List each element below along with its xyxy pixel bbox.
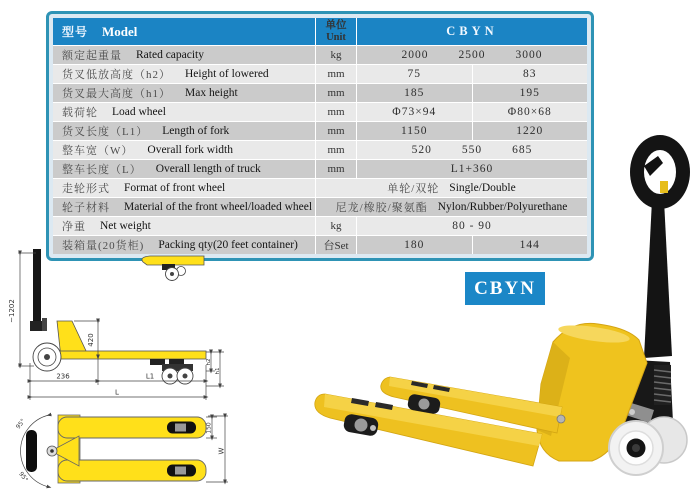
table-row — [53, 64, 587, 83]
load-roller-near-core — [355, 419, 368, 432]
steer-wheel-hub — [44, 354, 50, 360]
row-value: 144 — [519, 239, 540, 251]
row-label-en: Overall length of truck — [155, 163, 261, 175]
row-value: 3000 — [515, 49, 543, 61]
row-unit: mm — [315, 84, 356, 102]
row-unit: kg — [315, 217, 356, 235]
nylon-wheel-front — [609, 421, 663, 475]
dim-angle-bottom: 95° — [17, 470, 30, 484]
row-value: 685 — [512, 144, 533, 156]
table-row — [53, 45, 587, 64]
row-merged-en: Single/Double — [449, 182, 516, 194]
row-label-cn: 轮子材料 — [62, 202, 110, 214]
row-label-en: Net weight — [100, 220, 151, 232]
load-roller-pin — [370, 425, 376, 431]
row-value: 75 — [407, 68, 421, 80]
chassis-bolt — [557, 415, 565, 423]
dim-front: 236 — [56, 372, 70, 381]
load-wheel-hub — [183, 374, 188, 379]
header-unit-en: Unit — [326, 31, 346, 43]
product-photo — [240, 130, 700, 492]
row-merged-en: Nylon/Rubber/Polyurethane — [437, 201, 568, 213]
row-value: 520 — [411, 144, 432, 156]
linkage-pin — [629, 409, 635, 415]
row-label-en: Load wheel — [112, 106, 166, 118]
table-header-row — [53, 18, 587, 45]
tip-roller-hub — [170, 272, 174, 276]
wheel-slot-core — [175, 467, 186, 475]
load-roller-far-core — [419, 399, 430, 410]
pump-link — [42, 318, 47, 331]
header-model-en: Model — [102, 23, 138, 39]
dim-h2: h2 — [206, 358, 212, 366]
row-value: 80 - 90 — [452, 220, 492, 232]
row-label-cn: 走轮形式 — [62, 183, 110, 195]
dim-overall-length: L — [115, 388, 119, 397]
top-view — [21, 415, 206, 487]
row-value: Φ73×94 — [392, 106, 437, 118]
steer-wheel-top — [26, 430, 37, 472]
model-badge: CBYN — [465, 272, 545, 305]
row-label-en: Max height — [185, 87, 238, 99]
side-view — [30, 249, 206, 384]
row-label-cn: 额定起重量 — [62, 50, 122, 62]
row-value: L1+360 — [450, 163, 494, 175]
dim-overall-width: W — [217, 447, 226, 455]
handle-tag — [660, 181, 668, 193]
row-unit: kg — [315, 46, 356, 64]
fork-side — [57, 351, 206, 359]
row-label-cn: 货叉低放高度（h2） — [62, 69, 171, 81]
technical-drawing — [0, 245, 240, 492]
table-row — [53, 83, 587, 102]
load-wheel-hub — [168, 374, 173, 379]
fork-tip-detail — [142, 256, 204, 265]
row-label-en: Rated capacity — [136, 49, 205, 61]
row-value: 550 — [461, 144, 483, 156]
row-unit: mm — [315, 141, 356, 159]
row-merged-cn: 单轮/双轮 — [387, 183, 440, 195]
row-unit: mm — [315, 160, 356, 178]
row-value: Φ80×68 — [507, 106, 552, 118]
row-label-en: Height of lowered — [185, 68, 269, 80]
dim-h1: h1 — [215, 367, 221, 375]
header-model-cn: 型号 — [62, 25, 89, 39]
row-value: 1150 — [400, 125, 428, 137]
header-unit — [315, 18, 356, 45]
row-unit: mm — [315, 122, 356, 140]
pivot-hub — [50, 449, 54, 453]
row-label-en: Length of fork — [162, 125, 230, 137]
header-series — [356, 18, 587, 45]
row-value: 83 — [523, 68, 537, 80]
dim-fork-length: L1 — [145, 372, 155, 381]
wheel-slot-core — [175, 424, 186, 432]
header-model — [53, 18, 315, 45]
row-label-en: Format of front wheel — [124, 182, 226, 194]
row-label-en: Packing qty(20 feet container) — [158, 239, 298, 251]
handle-shaft — [33, 249, 41, 323]
tiller-shaft — [644, 200, 672, 358]
row-label-cn: 装箱量(20货柜) — [62, 240, 145, 252]
spring — [654, 365, 671, 405]
dim-upright: 420 — [87, 333, 95, 347]
dim-fork-width: 150 — [205, 422, 213, 434]
header-series-label: CBYN — [446, 24, 498, 38]
row-label-cn: 整车宽（W） — [62, 145, 134, 157]
row-unit: mm — [315, 103, 356, 121]
row-label-cn: 货叉长度（L1） — [62, 126, 149, 138]
row-label-en: Overall fork width — [147, 144, 233, 156]
row-value: 1220 — [516, 125, 544, 137]
row-label-cn: 净重 — [62, 221, 86, 233]
dim-height: ~1202 — [8, 299, 16, 323]
row-unit: mm — [315, 65, 356, 83]
header-unit-cn: 单位 — [325, 20, 347, 32]
row-value: 2500 — [458, 49, 486, 61]
row-value: 180 — [404, 239, 425, 251]
row-merged-cn: 尼龙/橡胶/聚氨酯 — [335, 202, 428, 214]
row-label-en: Material of the front wheel/loaded wheel — [124, 201, 313, 213]
table-row — [53, 102, 587, 121]
pump-body — [30, 321, 44, 331]
row-label-cn: 货叉最大高度（h1） — [62, 88, 171, 100]
dim-angle-top: 95° — [14, 417, 27, 431]
row-label-cn: 载荷轮 — [62, 107, 98, 119]
row-value: 185 — [404, 87, 425, 99]
row-value: 2000 — [401, 49, 429, 61]
row-unit: 台Set — [315, 236, 356, 254]
row-label-cn: 整车长度（L） — [62, 164, 142, 176]
row-value: 195 — [519, 87, 540, 99]
